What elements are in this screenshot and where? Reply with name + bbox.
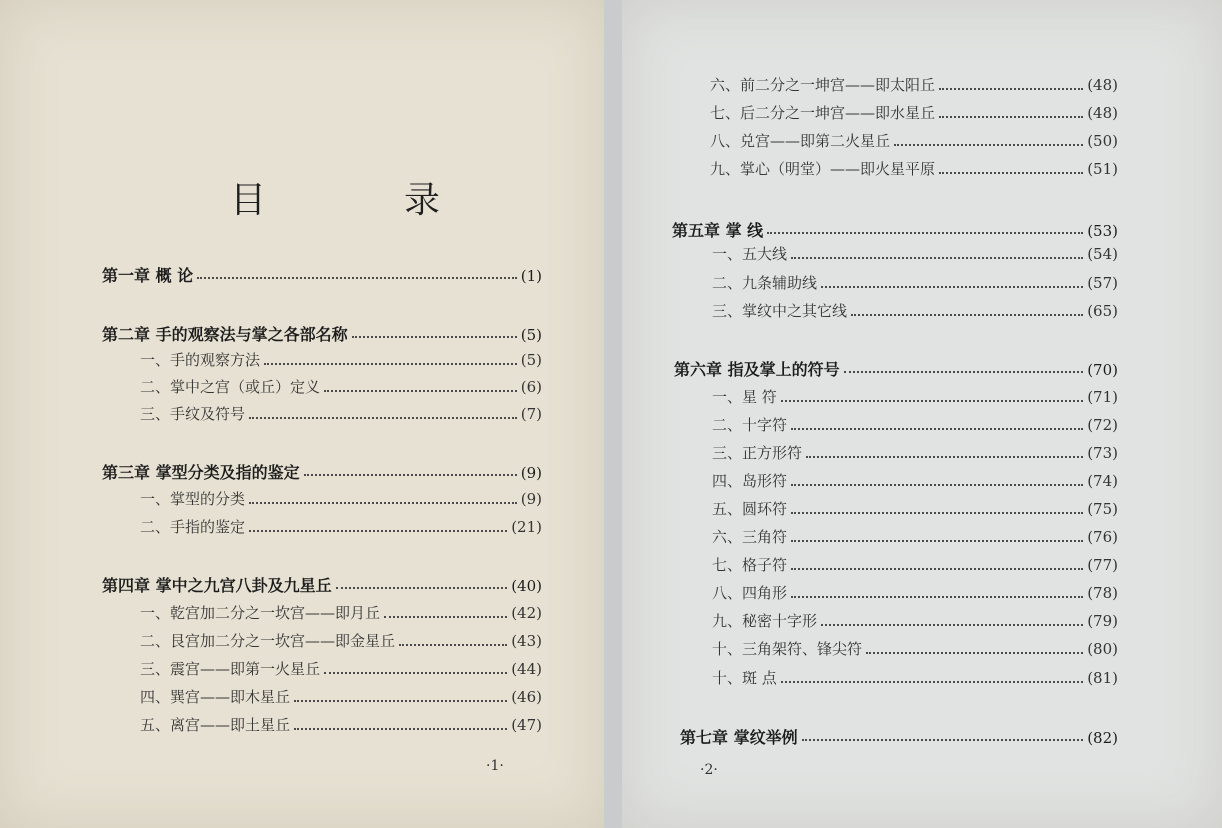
leader-dots [324,390,517,392]
toc-entry-label: 第四章 掌中之九宫八卦及九星丘 [102,576,332,595]
toc-entry-label: 七、后二分之一坤宫——即水星丘 [710,104,936,122]
toc-section[interactable] [712,470,1118,496]
toc-section[interactable] [712,526,1118,552]
toc-chapter-6[interactable] [674,357,1118,383]
toc-page-ref: (1) [520,267,542,285]
toc-section[interactable] [140,349,542,375]
toc-entry-label: 五、圆环符 [712,500,788,518]
leader-dots [844,371,1084,373]
page-number: ·2· [700,762,718,778]
toc-chapter-4[interactable] [102,573,542,599]
toc-section[interactable] [140,630,542,656]
leader-dots [324,672,507,674]
toc-entry-label: 二、手指的鉴定 [140,518,246,536]
toc-section[interactable] [140,602,542,628]
leader-dots [791,257,1083,259]
leader-dots [791,568,1083,570]
toc-section[interactable] [140,488,542,514]
leader-dots [384,616,507,618]
leader-dots [821,286,1083,288]
leader-dots [939,116,1083,118]
toc-entry-label: 第二章 手的观察法与掌之各部名称 [102,325,348,344]
toc-page-ref: (77) [1087,556,1118,574]
toc-page-ref: (70) [1087,361,1118,379]
left-page [0,0,604,828]
toc-entry-label: 二、艮宫加二分之一坎宫——即金星丘 [140,632,396,650]
leader-dots [866,652,1083,654]
toc-page-ref: (47) [511,716,542,734]
toc-section[interactable] [710,74,1118,100]
toc-section[interactable] [712,272,1118,298]
toc-page-ref: (53) [1087,222,1118,240]
leader-dots [791,540,1083,542]
toc-page-ref: (75) [1087,500,1118,518]
toc-entry-label: 三、掌纹中之其它线 [712,302,848,320]
toc-section[interactable] [712,300,1118,326]
toc-page-ref: (82) [1087,729,1118,747]
leader-dots [294,728,507,730]
toc-page-ref: (81) [1087,669,1118,687]
toc-entry-label: 三、正方形符 [712,444,803,462]
toc-section[interactable] [712,243,1118,269]
leader-dots [264,363,517,365]
leader-dots [249,530,507,532]
toc-page-ref: (44) [511,660,542,678]
toc-page-ref: (48) [1087,76,1118,94]
toc-page-ref: (43) [511,632,542,650]
leader-dots [791,512,1083,514]
toc-page-ref: (9) [520,490,542,508]
toc-page-ref: (7) [520,405,542,423]
leader-dots [294,700,507,702]
toc-page-ref: (40) [511,577,542,595]
toc-entry-label: 第六章 指及掌上的符号 [674,360,840,379]
toc-entry-label: 四、巽宫——即木星丘 [140,688,291,706]
toc-page-ref: (46) [511,688,542,706]
toc-entry-label: 二、掌中之宫（或丘）定义 [140,378,321,396]
toc-entry-label: 九、掌心（明堂）——即火星平原 [710,160,936,178]
toc-section[interactable] [140,658,542,684]
toc-chapter-7[interactable] [680,725,1118,751]
leader-dots [767,232,1083,234]
toc-section[interactable] [712,498,1118,524]
toc-title [230,172,440,223]
toc-entry-label: 十、三角架符、锋尖符 [712,640,863,658]
toc-page-ref: (5) [520,351,542,369]
leader-dots [781,681,1083,683]
page-number: ·1· [486,758,504,774]
toc-page-ref: (71) [1087,388,1118,406]
toc-entry-label: 二、十字符 [712,416,788,434]
leader-dots [249,417,517,419]
leader-dots [806,456,1083,458]
toc-page-ref: (73) [1087,444,1118,462]
toc-page-ref: (72) [1087,416,1118,434]
leader-dots [352,336,517,338]
toc-entry-label: 一、手的观察方法 [140,351,261,369]
toc-entry-label: 第一章 概 论 [102,266,194,285]
leader-dots [197,277,517,279]
leader-dots [791,484,1083,486]
toc-page-ref: (5) [520,326,542,344]
toc-page-ref: (76) [1087,528,1118,546]
toc-entry-label: 六、三角符 [712,528,788,546]
toc-section[interactable] [712,554,1118,580]
leader-dots [336,587,508,589]
toc-section[interactable] [710,102,1118,128]
toc-chapter-5[interactable] [672,218,1118,244]
leader-dots [939,88,1083,90]
toc-section[interactable] [712,386,1118,412]
toc-section[interactable] [710,158,1118,184]
toc-entry-label: 第三章 掌型分类及指的鉴定 [102,463,300,482]
toc-section[interactable] [140,376,542,402]
leader-dots [399,644,507,646]
toc-section[interactable] [712,638,1118,664]
right-page [622,0,1222,828]
toc-entry-label: 第五章 掌 线 [672,221,764,240]
toc-page-ref: (79) [1087,612,1118,630]
toc-entry-label: 三、手纹及符号 [140,405,246,423]
toc-page-ref: (9) [520,464,542,482]
toc-entry-label: 第七章 掌纹举例 [680,728,798,747]
leader-dots [791,428,1083,430]
toc-section[interactable] [140,516,542,542]
toc-page-ref: (74) [1087,472,1118,490]
toc-page-ref: (57) [1087,274,1118,292]
toc-page-ref: (42) [511,604,542,622]
toc-section[interactable] [710,130,1118,156]
toc-page-ref: (78) [1087,584,1118,602]
toc-entry-label: 一、掌型的分类 [140,490,246,508]
toc-page-ref: (21) [511,518,542,536]
toc-entry-label: 二、九条辅助线 [712,274,818,292]
toc-entry-label: 六、前二分之一坤宫——即太阳丘 [710,76,936,94]
book-gutter [604,0,622,828]
leader-dots [781,400,1083,402]
toc-entry-label: 五、离宫——即土星丘 [140,716,291,734]
toc-page-ref: (80) [1087,640,1118,658]
leader-dots [791,596,1083,598]
toc-entry-label: 三、震宫——即第一火星丘 [140,660,321,678]
toc-section[interactable] [140,403,542,429]
toc-chapter-1[interactable] [102,263,542,289]
leader-dots [802,739,1084,741]
toc-section[interactable] [140,686,542,712]
toc-entry-label: 一、星 符 [712,388,777,406]
toc-entry-label: 八、兑宫——即第二火星丘 [710,132,891,150]
leader-dots [249,502,517,504]
toc-entry-label: 一、乾宫加二分之一坎宫——即月丘 [140,604,381,622]
toc-page-ref: (6) [520,378,542,396]
toc-page-ref: (50) [1087,132,1118,150]
toc-title-char-1: 目 [230,180,267,221]
toc-title-char-2: 录 [403,180,440,221]
leader-dots [821,624,1083,626]
leader-dots [304,474,517,476]
toc-section[interactable] [712,442,1118,468]
leader-dots [894,144,1083,146]
toc-page-ref: (65) [1087,302,1118,320]
toc-section[interactable] [712,582,1118,608]
toc-section[interactable] [712,414,1118,440]
toc-entry-label: 一、五大线 [712,245,788,263]
toc-section[interactable] [140,714,542,740]
toc-entry-label: 八、四角形 [712,584,788,602]
toc-entry-label: 七、格子符 [712,556,788,574]
toc-entry-label: 九、秘密十字形 [712,612,818,630]
toc-chapter-3[interactable] [102,460,542,486]
leader-dots [939,172,1083,174]
toc-chapter-2[interactable] [102,322,542,348]
toc-page-ref: (48) [1087,104,1118,122]
toc-page-ref: (54) [1087,245,1118,263]
toc-page-ref: (51) [1087,160,1118,178]
leader-dots [851,314,1083,316]
toc-section[interactable] [712,610,1118,636]
toc-entry-label: 四、岛形符 [712,472,788,490]
toc-section[interactable] [712,667,1118,693]
toc-entry-label: 十、斑 点 [712,669,777,687]
